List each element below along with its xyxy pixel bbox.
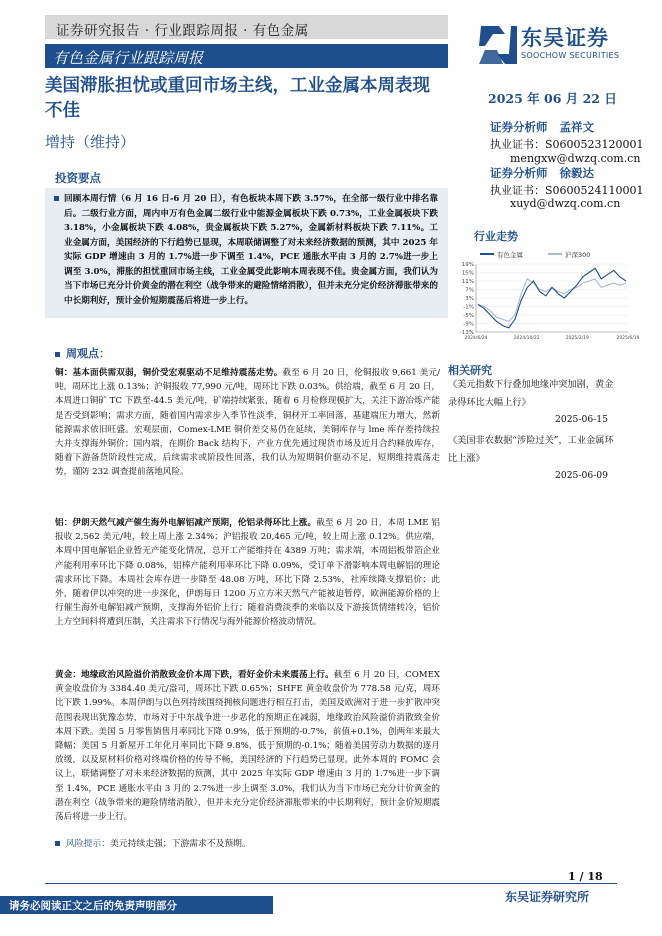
rating: 增持（维持） (45, 133, 136, 151)
analyst-name: 徐毅达 (559, 166, 595, 180)
analyst-2-cert: 执业证书：S0600524110001 (490, 184, 644, 197)
related-date: 2025-06-09 (555, 470, 608, 481)
y-tick-label: 7% (465, 287, 474, 294)
report-date: 2025 年 06 月 22 日 (488, 91, 617, 106)
y-tick-label: -13% (459, 330, 474, 336)
analyst-role: 证券分析师 (490, 120, 548, 134)
x-tick-label: 2024/6/24 (464, 336, 488, 341)
related-item[interactable]: 《美国非农数据“涉险过关”，工业金属环比上涨》 (448, 435, 614, 464)
logo-subtext: SOOCHOW SECURITIES (521, 51, 620, 60)
related-date: 2025-06-15 (555, 414, 608, 425)
trend-chart (450, 244, 640, 344)
bullet-icon (54, 196, 59, 201)
y-tick-label: 3% (465, 296, 474, 302)
key-points-text: 回顾本周行情（6 月 16 日-6 月 20 日），有色板块本周下跌 3.57%，在全部一级行业中排名靠后。二级行业方面，周内申万有色金属二级行业中能源金属板块下跌 0.73%，工业金属板块下跌 3.18%，小金属板块下跌 4.08%，贵金属板块下跌 5.27%，金属新材料板块下跌 7.11%。工业金属方面，美国经济的下行趋势已显现，本周联储调整了对未来经济数据的预测，其中 2025 年实际 GDP 增速由 3 月的 1.7%进一步下调至 1.4%，PCE 通胀水平由 3 月的 2.7%进一步上调至 3.0%，滞胀的担忧重回市场主线，工业金属受此影响本周表现不佳。贵金属方面，我们认为当下市场已充分计价黄金的潜在利空（战争带来的避险情绪消散），但并未充分定价经济滞胀带来的中长期利好，预计金价短期震荡后将进一步上行。 (64, 194, 438, 306)
y-tick-label: -5% (463, 313, 474, 319)
report-title: 美国滞胀担忧或重回市场主线，工业金属本周表现不佳 (45, 76, 430, 121)
analyst-name: 孟祥文 (559, 120, 595, 134)
related-heading: 相关研究 (448, 364, 492, 377)
analyst-1-email: mengxw@dwzq.com.cn (510, 152, 641, 165)
legend-label: 有色金属 (497, 251, 523, 259)
risk-label: 风险提示： (66, 839, 110, 849)
x-tick-label: 2024/10/22 (513, 336, 540, 341)
key-points-heading: 投资要点 (55, 171, 101, 185)
aluminum-paragraph (55, 516, 440, 630)
gold-lead: 黄金：地缘政治风险溢价消散致金价本周下跌，看好金价未来震荡上行。 (55, 670, 334, 680)
aluminum-lead: 铝：伊朗天然气减产催生海外电解铝减产预期，伦铝录得环比上涨。 (55, 518, 317, 528)
analyst-1-cert: 执业证书：S0600523120001 (490, 138, 644, 151)
analyst-2 (490, 165, 594, 181)
aluminum-body: 截至 6 月 20 日，本周 LME 铝报收 2,562 美元/吨，较上周上涨 2.34%；沪铝报收 20,465 元/吨，较上周上涨 0.12%。供应端，本周中国电解铝企业暂无产能变化情况，总开工产能维持在 4389 万吨；需求端，本周铝板带箔企业产能利用率环比下降 0.08%，铝棒产能利用率环比下降 0.09%，受订单下滑影响本周电解铝的理论需求环比下降。本周社会库存进一步降至 48.08 万吨，环比下降 2.53%，社库续降支撑铝价；此外，随着伊以冲突的进一步深化，伊朗每日 1200 万立方米天然气产能被迫暂停，欧洲能源价格的上行催生海外电解铝减产预期，支撑海外铝价上行；随着消费淡季的来临以及下游接货情绪转冷，铝价上方空间料将遭到压制，关注需求下行情况与海外能源价格波动情况。 (55, 518, 440, 628)
report-type-banner: 有色金属行业跟踪周报 (45, 44, 448, 68)
x-tick-label: 2025/6/19 (616, 336, 640, 341)
gold-paragraph (55, 668, 440, 824)
footer-disclaimer: 请务必阅读正文之后的免责声明部分 (9, 900, 177, 912)
copper-lead: 铜：基本面供需双弱，铜价受宏观驱动不足维持震荡走势。 (55, 368, 283, 378)
y-tick-label: 19% (461, 262, 474, 268)
bullet-icon (55, 841, 60, 846)
copper-body: 截至 6 月 20 日，伦铜报收 9,661 美元/吨，周环比上涨 0.13%；沪铜报收 77,990 元/吨，周环比下跌 0.03%。供给端，截至 6 月 20 日，本周进口铜矿 TC 下跌至-44.5 美元/吨，矿端持续紧张，随着 6 月检修现模扩大，关注下游冶炼产能是否受到影响；需求方面，随着国内需求步入季节性淡季，铜材开工率回落，基建端压力增大，然新能源需求依旧旺盛。宏观层面，Comex-LME 铜价差交易仍在延续，美铜库存与 lme 库存差持续拉大并支撑海外铜价；国内端，在期价 Back 结构下，产业方优先通过现货市场及近月合约释放库存，随着下游备货阶段性完成，后续需求或阶段性回落，我们认为短期铜价驱动不足，短期维持震荡走势，谨防 232 调查提前落地风险。 (55, 368, 440, 478)
logo-text: 东吴证券 (521, 26, 609, 50)
y-tick-label: -9% (463, 321, 474, 328)
related-item[interactable]: 《美元指数下行叠加地缘冲突加剧，黄金录得环比大幅上行》 (448, 379, 614, 408)
footer-institute: 东吴证券研究所 (505, 890, 590, 904)
analyst-2-email: xuyd@dwzq.com.cn (510, 197, 621, 210)
bullet-icon (55, 352, 60, 357)
analyst-1 (490, 119, 594, 135)
trend-heading: 行业走势 (474, 230, 518, 243)
analyst-role: 证券分析师 (490, 166, 548, 180)
page-number: 1 / 18 (568, 870, 603, 883)
footer-divider (45, 883, 617, 884)
risk-text: 美元持续走强；下游需求不及预期。 (110, 839, 251, 849)
x-tick-label: 2025/2/19 (565, 336, 589, 341)
legend-label: 沪深300 (565, 251, 591, 259)
y-tick-label: 15% (461, 270, 474, 277)
report-series: 证券研究报告 · 行业跟踪周报 · 有色金属 (56, 23, 309, 39)
copper-paragraph (55, 366, 440, 480)
y-tick-label: -1% (463, 304, 474, 311)
y-tick-label: 11% (461, 279, 474, 285)
gold-body: 截至 6 月 20 日，COMEX 黄金收盘价为 3384.40 美元/盎司，周环比下跌 0.65%；SHFE 黄金收盘价为 778.58 元/克，周环比下跌 1.99%。本周伊朗与以色列持续围绕拥核问题进行相互打击，美国及欧洲对于进一步扩散冲突范围表现出犹豫态势，市场对于中东战争进一步恶化的预期正在减弱，地缘政治风险溢价消散致金价本周下跌。美国 5 月零售销售月率同比下降 0.9%，低于预期的-0.7%，前值+0.1%，创两年来最大降幅；美国 5 月新屋开工年化月率同比下降 9.8%，低于预期的-0.1%；随着美国劳动力数据的逐月放缓，以及原材料价格对终端价格的传导不畅，美国经济的下行趋势已显现。此外本周的 FOMC 会议上，联储调整了对未来经济数据的预测，其中 2025 年实际 GDP 增速由 3 月的 1.7%进一步下调至 1.4%，PCE 通胀水平由 3 月的 2.7%进一步上调至 3.0%，我们认为当下市场已充分计价黄金的潜在利空（战争带来的避险情绪消散），但并未充分定价经济滞胀带来的中长期利好，预计金价短期震荡后将进一步上行。 (55, 670, 440, 823)
views-heading: 周观点： (55, 345, 110, 361)
risk-warning (55, 836, 251, 849)
